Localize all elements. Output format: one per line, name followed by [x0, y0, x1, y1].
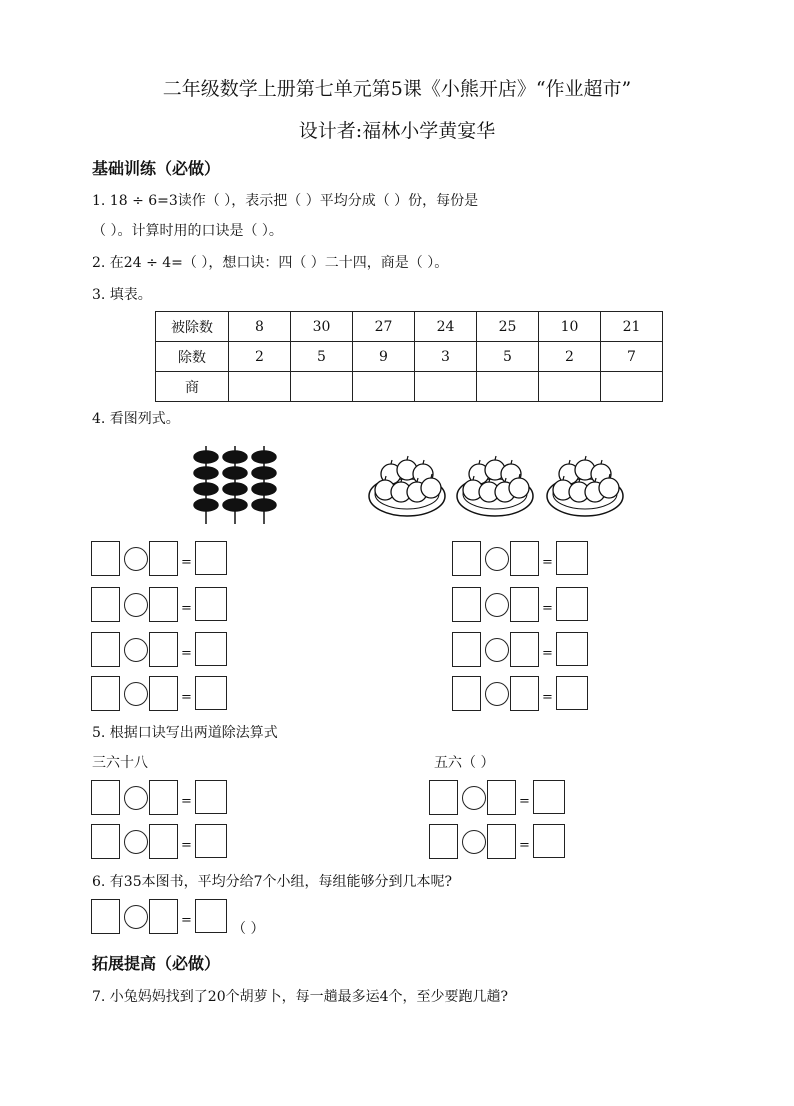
table-cell: 2	[539, 342, 601, 372]
answer-box[interactable]	[533, 824, 565, 858]
answer-box[interactable]	[195, 676, 227, 710]
equation-blank-row	[452, 587, 588, 623]
equation-blank-row	[452, 676, 588, 712]
table-cell: 7	[601, 342, 663, 372]
number-box[interactable]	[452, 632, 481, 667]
operator-circle[interactable]	[485, 682, 509, 706]
table-row	[156, 312, 663, 342]
question-3: 3. 填表。	[92, 287, 152, 303]
question-7: 7. 小兔妈妈找到了20个胡萝卜，每一趟最多运4个，至少要跑几趟?	[92, 989, 509, 1005]
table-cell: 8	[229, 312, 291, 342]
number-box[interactable]	[91, 541, 120, 576]
division-table	[155, 311, 663, 402]
number-box[interactable]	[91, 780, 120, 815]
number-box[interactable]	[452, 676, 481, 711]
operator-circle[interactable]	[124, 593, 148, 617]
row-label-divisor: 除数	[156, 342, 229, 372]
equation-blank-row	[429, 824, 565, 860]
section-heading-extension: 拓展提高（必做）	[92, 954, 221, 973]
equals-sign: =	[519, 838, 530, 853]
equals-sign: =	[542, 601, 553, 616]
table-cell: 3	[415, 342, 477, 372]
number-box[interactable]	[149, 541, 178, 576]
table-cell: 21	[601, 312, 663, 342]
quotient-blank[interactable]	[291, 372, 353, 402]
table-cell: 9	[353, 342, 415, 372]
number-box[interactable]	[510, 541, 539, 576]
table-row	[156, 342, 663, 372]
equals-sign: =	[181, 555, 192, 570]
equals-sign: =	[519, 794, 530, 809]
quotient-blank[interactable]	[229, 372, 291, 402]
equals-sign: =	[181, 690, 192, 705]
operator-circle[interactable]	[485, 638, 509, 662]
answer-box[interactable]	[556, 632, 588, 666]
answer-box[interactable]	[195, 632, 227, 666]
number-box[interactable]	[452, 587, 481, 622]
equation-blank-row	[91, 587, 227, 623]
operator-circle[interactable]	[462, 830, 486, 854]
question-1-line-2: （ ）。计算时用的口诀是（ ）。	[92, 223, 283, 239]
number-box[interactable]	[149, 780, 178, 815]
number-box[interactable]	[487, 824, 516, 859]
answer-box[interactable]	[556, 587, 588, 621]
equation-blank-row	[91, 632, 227, 668]
equation-blank-row	[91, 780, 227, 816]
unit-blank[interactable]: （ ）	[232, 921, 265, 937]
question-5: 5. 根据口诀写出两道除法算式	[92, 725, 278, 741]
quotient-blank[interactable]	[539, 372, 601, 402]
question-1-line-1: 1. 18 ÷ 6=3读作（ ），表示把（ ）平均分成（ ）份，每份是	[92, 193, 479, 209]
number-box[interactable]	[510, 587, 539, 622]
document-title: 二年级数学上册第七单元第5课《小熊开店》“作业超市”	[162, 78, 632, 100]
equals-sign: =	[542, 646, 553, 661]
number-box[interactable]	[149, 824, 178, 859]
equation-blank-row	[429, 780, 565, 816]
operator-circle[interactable]	[485, 547, 509, 571]
number-box[interactable]	[91, 587, 120, 622]
operator-circle[interactable]	[485, 593, 509, 617]
operator-circle[interactable]	[124, 830, 148, 854]
number-box[interactable]	[452, 541, 481, 576]
number-box[interactable]	[149, 587, 178, 622]
quotient-blank[interactable]	[477, 372, 539, 402]
table-cell: 24	[415, 312, 477, 342]
equation-blank-row	[452, 541, 588, 577]
equation-blank-row	[452, 632, 588, 668]
quotient-blank[interactable]	[601, 372, 663, 402]
equals-sign: =	[542, 555, 553, 570]
number-box[interactable]	[91, 632, 120, 667]
operator-circle[interactable]	[124, 638, 148, 662]
table-cell: 5	[477, 342, 539, 372]
skewer-icon	[190, 444, 280, 526]
operator-circle[interactable]	[462, 786, 486, 810]
number-box[interactable]	[429, 780, 458, 815]
operator-circle[interactable]	[124, 905, 148, 929]
number-box[interactable]	[510, 632, 539, 667]
row-label-quotient: 商	[156, 372, 229, 402]
answer-box[interactable]	[195, 824, 227, 858]
answer-box[interactable]	[533, 780, 565, 814]
number-box[interactable]	[91, 824, 120, 859]
equals-sign: =	[181, 838, 192, 853]
rhyme-right: 五六（ ）	[434, 755, 495, 771]
apple-plate-icon	[363, 452, 631, 522]
answer-box[interactable]	[195, 899, 227, 933]
equation-blank-row	[91, 824, 227, 860]
answer-box[interactable]	[195, 587, 227, 621]
table-cell: 30	[291, 312, 353, 342]
rhyme-left: 三六十八	[92, 755, 148, 771]
row-label-dividend: 被除数	[156, 312, 229, 342]
equation-blank-row	[91, 541, 227, 577]
quotient-blank[interactable]	[353, 372, 415, 402]
table-cell: 10	[539, 312, 601, 342]
question-2: 2. 在24 ÷ 4=（ ），想口诀：四（ ）二十四，商是（ ）。	[92, 255, 449, 271]
equals-sign: =	[181, 794, 192, 809]
table-cell: 5	[291, 342, 353, 372]
table-cell: 2	[229, 342, 291, 372]
equation-blank-row	[91, 899, 227, 935]
question-6: 6. 有35本图书，平均分给7个小组，每组能够分到几本呢?	[92, 874, 453, 890]
number-box[interactable]	[429, 824, 458, 859]
number-box[interactable]	[510, 676, 539, 711]
author-line: 设计者:福林小学黄宴华	[298, 120, 496, 142]
operator-circle[interactable]	[124, 786, 148, 810]
number-box[interactable]	[149, 632, 178, 667]
operator-circle[interactable]	[124, 682, 148, 706]
table-row	[156, 372, 663, 402]
answer-box[interactable]	[556, 541, 588, 575]
number-box[interactable]	[149, 899, 178, 934]
section-heading-basic: 基础训练（必做）	[92, 159, 221, 178]
equals-sign: =	[181, 913, 192, 928]
equals-sign: =	[181, 601, 192, 616]
quotient-blank[interactable]	[415, 372, 477, 402]
answer-box[interactable]	[195, 780, 227, 814]
number-box[interactable]	[487, 780, 516, 815]
question-4: 4. 看图列式。	[92, 411, 180, 427]
number-box[interactable]	[149, 676, 178, 711]
answer-box[interactable]	[556, 676, 588, 710]
equation-blank-row	[91, 676, 227, 712]
operator-circle[interactable]	[124, 547, 148, 571]
table-cell: 27	[353, 312, 415, 342]
number-box[interactable]	[91, 899, 120, 934]
table-cell: 25	[477, 312, 539, 342]
equals-sign: =	[181, 646, 192, 661]
answer-box[interactable]	[195, 541, 227, 575]
equals-sign: =	[542, 690, 553, 705]
number-box[interactable]	[91, 676, 120, 711]
